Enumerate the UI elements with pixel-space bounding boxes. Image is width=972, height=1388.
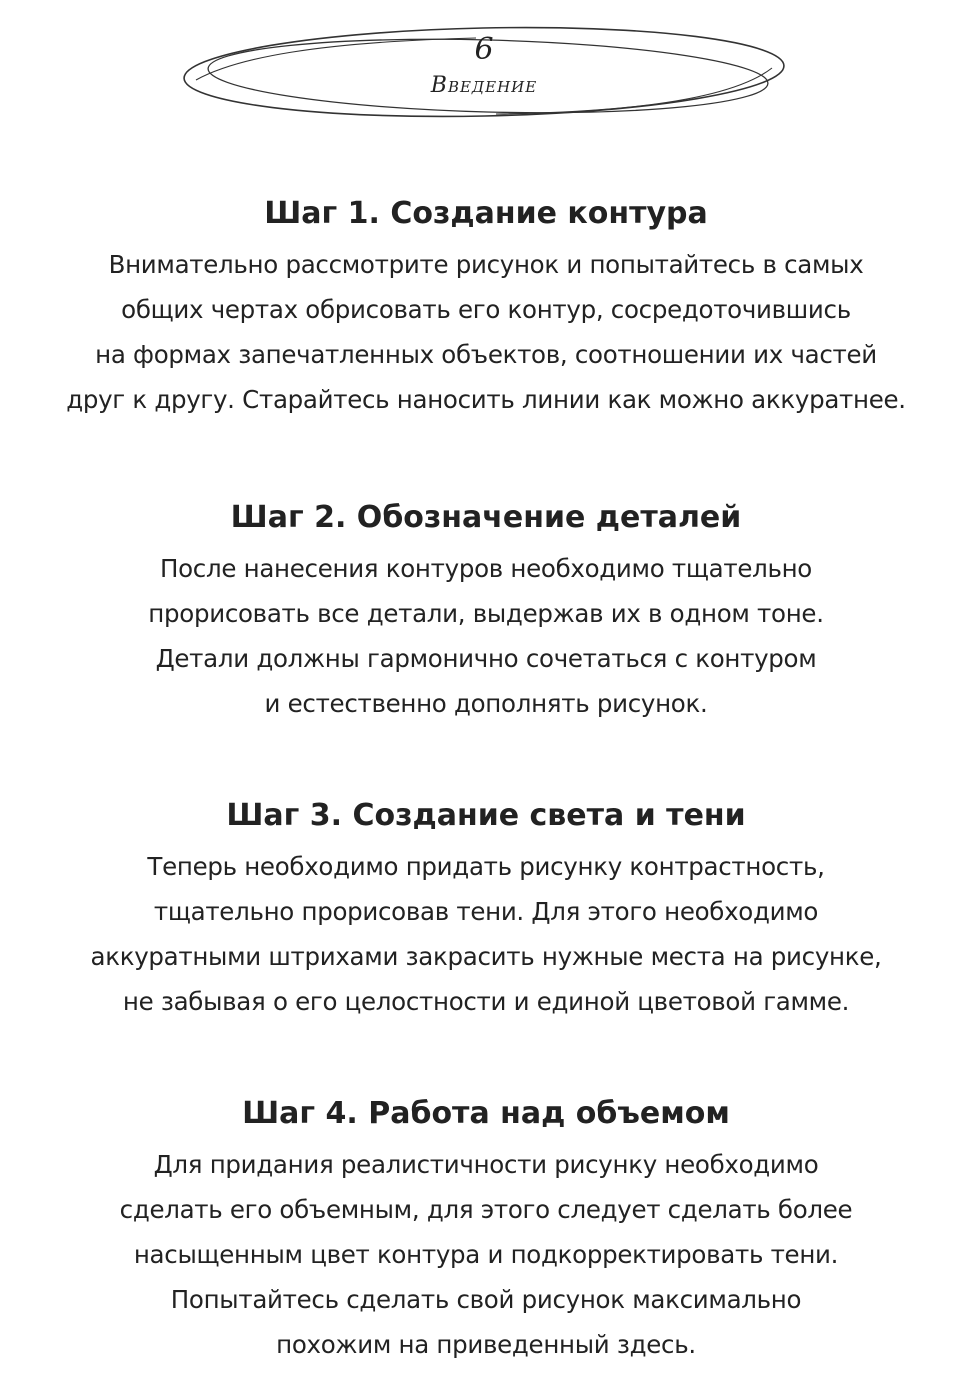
- step-4-line-5: похожим на приведенный здесь.: [276, 1330, 696, 1359]
- step-4-text: [0, 1142, 972, 1367]
- step-3-line-4: не забывая о его целостности и единой цветовой гамме.: [122, 987, 850, 1016]
- step-2-line-4: и естественно дополнять рисунок.: [264, 689, 708, 718]
- step-2: [0, 496, 972, 726]
- step-3-line-1: Теперь необходимо придать рисунку контрастность,: [147, 852, 825, 881]
- step-4-line-2: сделать его объемным, для этого следует сделать более: [119, 1195, 853, 1224]
- step-1-line-3: на формах запечатленных объектов, соотношении их частей: [95, 340, 877, 369]
- step-1-text: [0, 242, 972, 422]
- step-4-title: Шаг 4. Работа над объемом: [242, 1096, 730, 1131]
- step-3-title: Шаг 3. Создание света и тени: [226, 798, 746, 833]
- step-1-line-4: друг к другу. Старайтесь наносить линии как можно аккуратнее.: [66, 385, 906, 414]
- step-1-title: Шаг 1. Создание контура: [264, 196, 708, 231]
- step-4: [0, 1092, 972, 1367]
- chapter-title: Введение: [430, 73, 538, 98]
- step-1-line-2: общих чертах обрисовать его контур, сосредоточившись: [121, 295, 851, 324]
- step-3-text: [0, 844, 972, 1024]
- step-3-line-2: тщательно прорисовав тени. Для этого необходимо: [153, 897, 819, 926]
- step-4-line-4: Попытайтесь сделать свой рисунок максимально: [170, 1285, 802, 1314]
- page-number: 6: [474, 32, 494, 67]
- step-4-line-1: Для придания реалистичности рисунку необходимо: [153, 1150, 819, 1179]
- step-3-line-3: аккуратными штрихами закрасить нужные места на рисунке,: [90, 942, 882, 971]
- step-2-text: [0, 546, 972, 726]
- step-4-line-3: насыщенным цвет контура и подкорректировать тени.: [133, 1240, 839, 1269]
- step-1: [0, 192, 972, 422]
- step-2-line-3: Детали должны гармонично сочетаться с контуром: [155, 644, 817, 673]
- step-2-line-1: После нанесения контуров необходимо тщательно: [160, 554, 812, 583]
- page-header: [176, 18, 792, 128]
- step-2-title: Шаг 2. Обозначение деталей: [230, 500, 742, 535]
- step-2-line-2: прорисовать все детали, выдержав их в одном тоне.: [148, 599, 824, 628]
- step-1-line-1: Внимательно рассмотрите рисунок и попытайтесь в самых: [108, 250, 864, 279]
- step-3: [0, 794, 972, 1024]
